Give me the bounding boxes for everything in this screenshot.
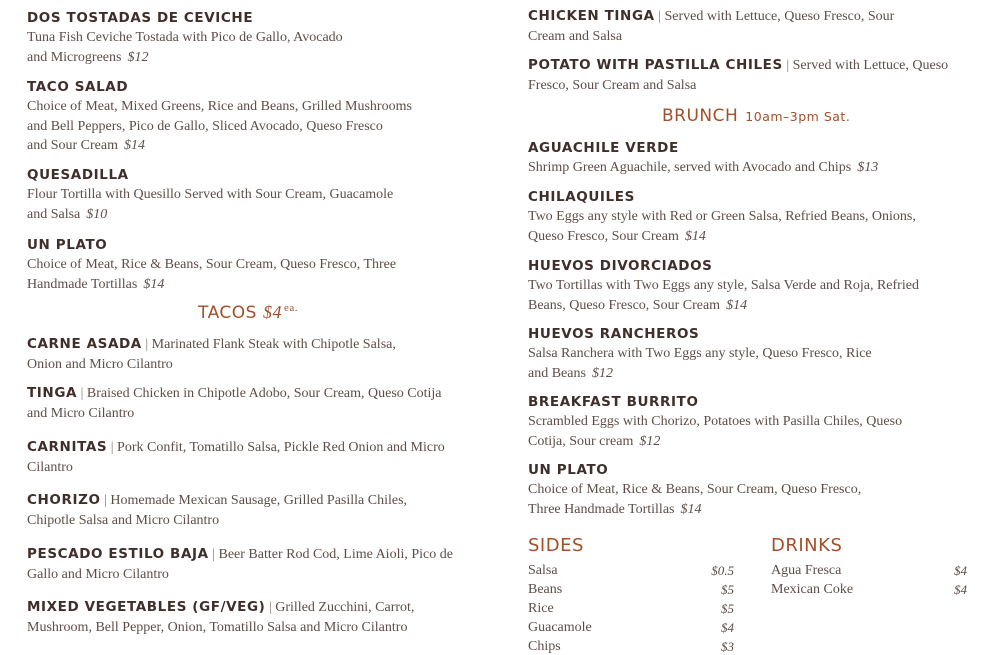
item-description: Cotija, Sour cream xyxy=(528,433,634,449)
item-description: Three Handmade Tortillas xyxy=(528,501,675,517)
menu-item xyxy=(27,491,487,530)
item-description: Choice of Meat, Rice & Beans, Sour Cream, Queso Fresco, xyxy=(528,482,862,497)
menu-item xyxy=(528,139,978,178)
menu-item xyxy=(27,438,487,477)
item-name: UN PLATO xyxy=(27,237,108,253)
separator: | xyxy=(77,386,87,401)
item-first-line xyxy=(27,545,487,565)
tacos-suffix: ea. xyxy=(283,302,298,315)
separator: | xyxy=(100,493,111,508)
brunch-heading xyxy=(662,106,850,126)
brunch-hours: 10am–3pm Sat. xyxy=(745,109,851,124)
item-price: $10 xyxy=(86,206,108,222)
item-description-row xyxy=(528,158,978,178)
item-name: HUEVOS DIVORCIADOS xyxy=(528,258,713,274)
item-first-line xyxy=(27,384,487,404)
brunch-title: BRUNCH xyxy=(662,106,739,126)
item-name: CARNITAS xyxy=(27,439,108,455)
item-name: TACO SALAD xyxy=(27,79,129,95)
item-description: and Microgreens xyxy=(27,49,122,65)
side-item-price: $4 xyxy=(721,620,734,635)
item-name: PESCADO ESTILO BAJA xyxy=(27,546,209,562)
item-name: MIXED VEGETABLES (GF/VEG) xyxy=(27,599,266,615)
side-item-price: $5 xyxy=(721,601,734,616)
separator: | xyxy=(141,337,152,352)
item-price: $12 xyxy=(639,433,661,449)
item-description: Handmade Tortillas xyxy=(27,276,138,292)
item-description-row xyxy=(528,432,978,452)
menu-item xyxy=(27,598,487,637)
item-description: Served with Lettuce, Queso Fresco, Sour xyxy=(664,9,895,24)
separator: | xyxy=(782,58,793,73)
item-name: DOS TOSTADAS DE CEVICHE xyxy=(27,10,254,26)
side-item-name: Salsa xyxy=(528,563,558,578)
menu-item xyxy=(528,325,978,383)
menu-item xyxy=(528,257,978,315)
item-description: Choice of Meat, Rice & Beans, Sour Cream, Queso Fresco, Three xyxy=(27,257,397,272)
item-price: $14 xyxy=(143,276,165,292)
item-description: Flour Tortilla with Quesillo Served with Sour Cream, Guacamole xyxy=(27,187,394,202)
item-name: CHILAQUILES xyxy=(528,189,635,205)
menu-item xyxy=(27,9,487,67)
item-description-row xyxy=(27,205,487,225)
item-name: CHICKEN TINGA xyxy=(528,8,655,24)
drinks-heading: DRINKS xyxy=(771,535,843,556)
item-description: and Sour Cream xyxy=(27,138,118,153)
item-description: Queso Fresco, Sour Cream xyxy=(528,228,679,244)
item-description: Two Eggs any style with Red or Green Salsa, Refried Beans, Onions, xyxy=(528,209,916,224)
item-first-line xyxy=(27,335,487,355)
item-description: Mushroom, Bell Pepper, Onion, Tomatillo Salsa and Micro Cilantro xyxy=(27,619,408,635)
item-price: $13 xyxy=(857,160,879,175)
drink-item-name: Mexican Coke xyxy=(771,582,854,597)
side-item-name: Guacamole xyxy=(528,620,592,635)
side-item-price: $5 xyxy=(721,582,734,597)
side-item-name: Rice xyxy=(528,601,554,616)
item-price: $14 xyxy=(123,138,145,153)
item-description: Chipotle Salsa and Micro Cilantro xyxy=(27,512,220,528)
item-first-line xyxy=(528,56,978,76)
side-item-name: Beans xyxy=(528,582,563,597)
item-name: HUEVOS RANCHEROS xyxy=(528,326,700,342)
item-first-line xyxy=(27,438,487,458)
menu-item xyxy=(528,461,978,519)
menu-item xyxy=(27,236,487,294)
item-description: Choice of Meat, Mixed Greens, Rice and Beans, Grilled Mushrooms xyxy=(27,99,412,114)
tacos-heading xyxy=(198,302,298,323)
item-price: $12 xyxy=(127,49,149,65)
item-description: Cream and Salsa xyxy=(528,28,623,44)
item-description: Marinated Flank Steak with Chipotle Salsa, xyxy=(151,337,396,352)
item-description: Beer Batter Rod Cod, Lime Aioli, Pico de xyxy=(218,547,453,562)
item-description: Pork Confit, Tomatillo Salsa, Pickle Red Onion and Micro xyxy=(117,440,445,455)
separator: | xyxy=(654,9,665,24)
item-description: Homemade Mexican Sausage, Grilled Pasilla Chiles, xyxy=(110,493,408,508)
menu-item xyxy=(27,166,487,224)
item-description: Braised Chicken in Chipotle Adobo, Sour Cream, Queso Cotija xyxy=(86,386,442,401)
item-description: Served with Lettuce, Queso xyxy=(792,58,949,73)
item-name: TINGA xyxy=(27,385,78,401)
menu-item xyxy=(528,7,978,46)
menu-item xyxy=(528,188,978,246)
item-description-row xyxy=(528,296,978,316)
item-description: and Bell Peppers, Pico de Gallo, Sliced Avocado, Queso Fresco xyxy=(27,118,383,134)
item-price: $14 xyxy=(680,501,702,517)
tacos-price: $4 xyxy=(262,302,282,322)
item-price: $14 xyxy=(726,297,748,313)
item-description: Grilled Zucchini, Carrot, xyxy=(275,600,415,615)
tacos-title: TACOS xyxy=(198,303,257,323)
item-description: Cilantro xyxy=(27,459,73,475)
item-description: Beans, Queso Fresco, Sour Cream xyxy=(528,297,721,313)
item-description-row xyxy=(27,48,487,68)
item-description: Gallo and Micro Cilantro xyxy=(27,566,169,582)
item-description: Onion and Micro Cilantro xyxy=(27,356,173,372)
item-name: CARNE ASADA xyxy=(27,336,142,352)
item-name: CHORIZO xyxy=(27,492,101,508)
item-price: $12 xyxy=(591,365,613,381)
side-item-price: $0.5 xyxy=(711,563,734,578)
item-description: Scrambled Eggs with Chorizo, Potatoes with Pasilla Chiles, Queso xyxy=(528,414,903,429)
item-description-row xyxy=(528,227,978,247)
item-description: and Beans xyxy=(528,365,586,381)
item-description: Tuna Fish Ceviche Tostada with Pico de Gallo, Avocado xyxy=(27,30,343,45)
item-description-row xyxy=(27,275,487,295)
menu-item xyxy=(27,384,487,423)
item-description: Shrimp Green Aguachile, served with Avocado and Chips xyxy=(528,160,852,175)
item-description: Two Tortillas with Two Eggs any style, Salsa Verde and Roja, Refried xyxy=(528,278,919,293)
item-first-line xyxy=(27,491,487,511)
menu-item xyxy=(528,393,978,451)
menu-item xyxy=(27,78,487,156)
item-name: UN PLATO xyxy=(528,462,609,478)
item-description-row xyxy=(27,136,487,156)
item-description-row xyxy=(528,500,978,520)
drink-item-price: $4 xyxy=(954,582,967,597)
item-description-row xyxy=(528,364,978,384)
side-item-name: Chips xyxy=(528,639,561,654)
separator: | xyxy=(107,440,118,455)
item-first-line xyxy=(528,7,978,27)
menu-item xyxy=(27,335,487,374)
item-price: $14 xyxy=(684,228,706,244)
separator: | xyxy=(265,600,276,615)
item-description: Salsa Ranchera with Two Eggs any style, Queso Fresco, Rice xyxy=(528,346,872,361)
separator: | xyxy=(208,547,219,562)
sides-heading: SIDES xyxy=(528,535,584,556)
side-item-price: $3 xyxy=(721,639,734,654)
item-name: POTATO WITH PASTILLA CHILES xyxy=(528,57,783,73)
drink-item-name: Agua Fresca xyxy=(771,563,842,578)
item-description: and Micro Cilantro xyxy=(27,405,135,421)
item-name: BREAKFAST BURRITO xyxy=(528,394,699,410)
item-name: AGUACHILE VERDE xyxy=(528,140,679,156)
item-first-line xyxy=(27,598,487,618)
menu-item xyxy=(528,56,978,95)
menu-item xyxy=(27,545,487,584)
item-name: QUESADILLA xyxy=(27,167,129,183)
drink-item-price: $4 xyxy=(954,563,967,578)
item-description: and Salsa xyxy=(27,206,81,222)
item-description: Fresco, Sour Cream and Salsa xyxy=(528,77,697,93)
